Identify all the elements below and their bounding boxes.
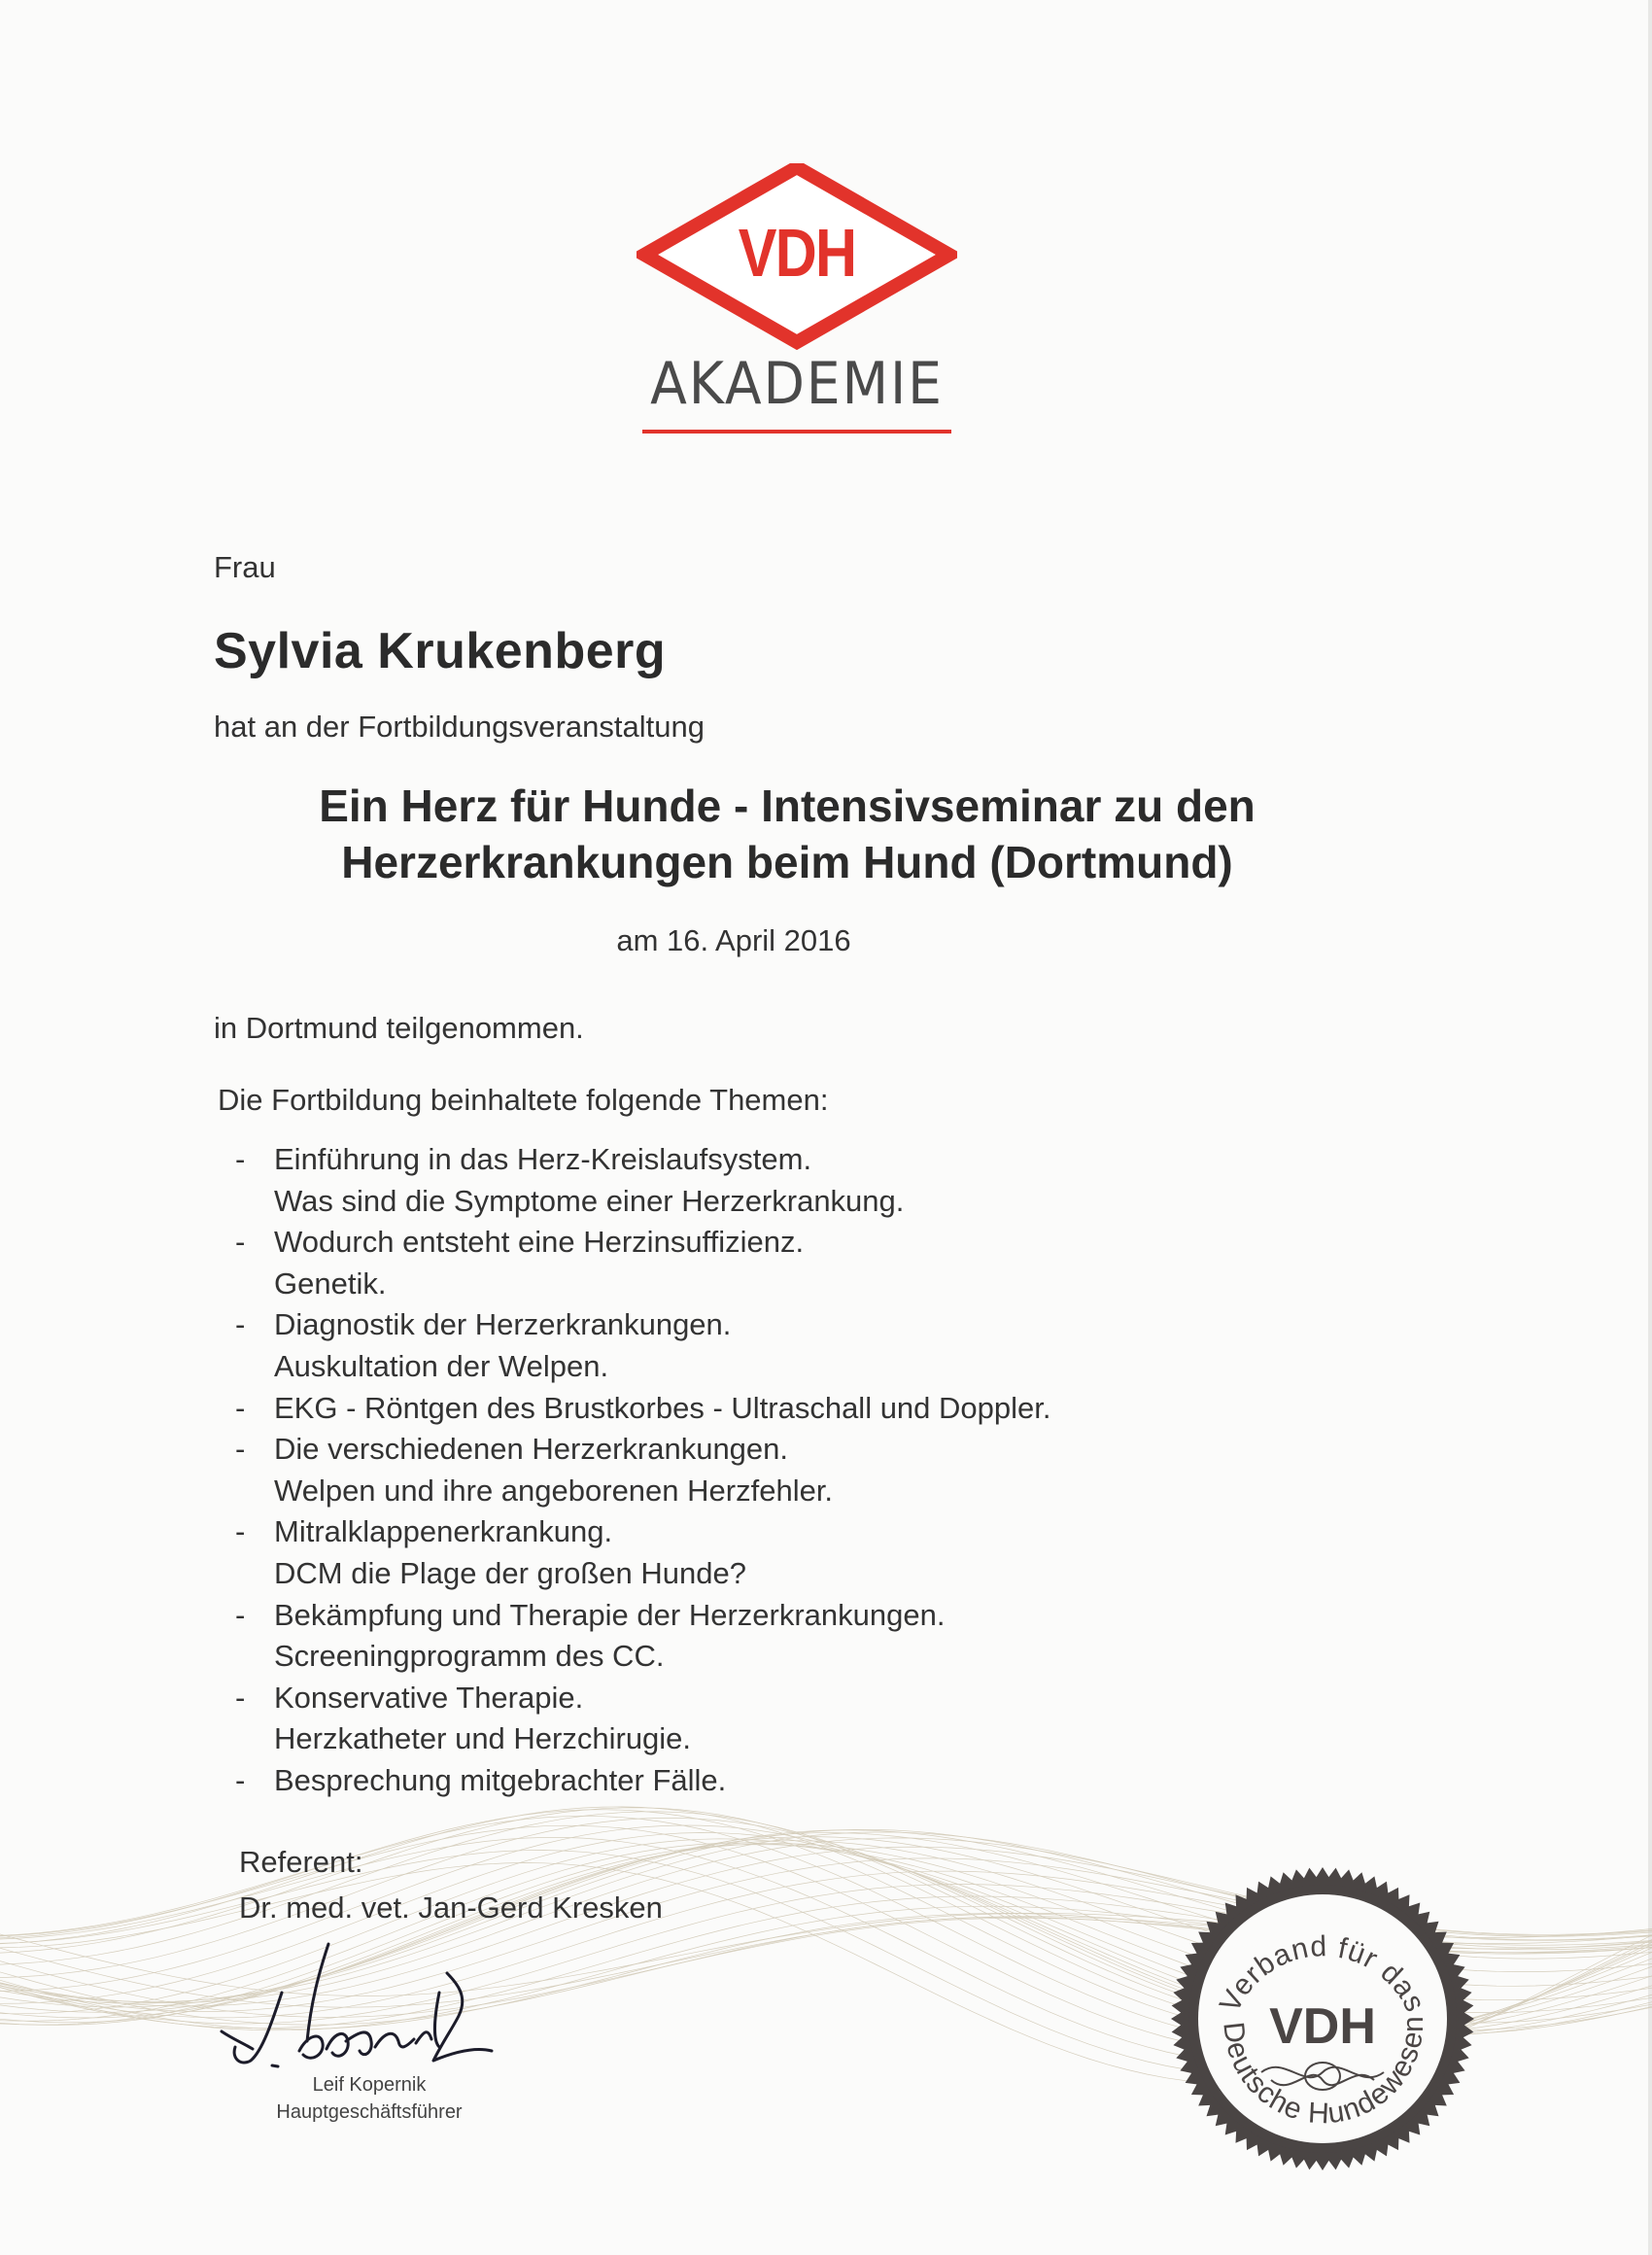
event-place: in Dortmund teilgenommen. [214, 1011, 584, 1045]
vdh-seal [1168, 1864, 1477, 2173]
topic-line: Die verschiedenen Herzerkrankungen. [274, 1432, 789, 1467]
logo-subtitle: AKADEMIE [650, 350, 944, 418]
topic-line: Genetik. [274, 1266, 387, 1301]
topic-item [233, 1304, 1051, 1387]
topic-line: Welpen und ihre angeborenen Herzfehler. [274, 1473, 834, 1508]
topic-item [233, 1222, 1051, 1304]
topic-line: Besprechung mitgebrachter Fälle. [274, 1762, 727, 1797]
topic-item [233, 1429, 1051, 1511]
bullet-dash: - [235, 1307, 246, 1342]
logo-underline [642, 430, 951, 434]
logo-mark: VDH [738, 215, 856, 291]
topic-line: EKG - Röntgen des Brustkorbes - Ultraschall und Doppler. [274, 1390, 1051, 1425]
topic-line: Konservative Therapie. [274, 1680, 584, 1715]
event-date: am 16. April 2016 [616, 923, 851, 957]
topic-item [233, 1595, 1051, 1678]
intro-text: hat an der Fortbildungsveranstaltung [214, 710, 705, 744]
referent-label: Referent: [239, 1845, 363, 1879]
topic-line: Wodurch entsteht eine Herzinsuffizienz. [274, 1225, 805, 1260]
topic-line: Auskultation der Welpen. [274, 1348, 609, 1383]
seal-bottom-text: Deutsche Hundewesen [1217, 2015, 1430, 2131]
bullet-dash: - [235, 1225, 246, 1260]
bullet-dash: - [235, 1597, 246, 1632]
bullet-dash: - [235, 1432, 246, 1467]
bullet-dash: - [235, 1390, 246, 1425]
signatory-name: Leif Kopernik [312, 2074, 427, 2096]
topic-line: Bekämpfung und Therapie der Herzerkrankungen. [274, 1597, 946, 1632]
seal-center-text: VDH [1269, 1998, 1376, 2055]
seal-top-text: Verband für das [1214, 1930, 1432, 2018]
bullet-dash: - [235, 1142, 246, 1176]
topic-item [233, 1678, 1051, 1760]
salutation: Frau [214, 550, 276, 584]
signatory-role: Hauptgeschäftsführer [276, 2101, 463, 2123]
recipient-name: Sylvia Krukenberg [214, 623, 667, 679]
topic-line: Herzkatheter und Herzchirugie. [274, 1721, 692, 1756]
topic-line: Was sind die Symptome einer Herzerkrankung. [274, 1183, 905, 1218]
topic-line: DCM die Plage der großen Hunde? [274, 1555, 746, 1590]
vdh-akademie-logo [637, 163, 957, 445]
bullet-dash: - [235, 1514, 246, 1549]
event-title: Ein Herz für Hunde - Intensivseminar zu den Herzerkrankungen beim Hund (Dortmund) [319, 781, 1256, 887]
topic-item [233, 1139, 1051, 1222]
topic-line: Einführung in das Herz-Kreislaufsystem. [274, 1142, 812, 1176]
bullet-dash: - [235, 1762, 246, 1797]
topic-line: Screeningprogramm des CC. [274, 1639, 665, 1674]
topic-line: Diagnostik der Herzerkrankungen. [274, 1307, 732, 1342]
topic-item [233, 1760, 1051, 1802]
topic-item [233, 1388, 1051, 1430]
signature [214, 1934, 496, 2080]
bullet-dash: - [235, 1680, 246, 1715]
topic-line: Mitralklappenerkrankung. [274, 1514, 613, 1549]
topics-list [233, 1139, 1051, 1802]
topics-intro: Die Fortbildung beinhaltete folgende Themen: [218, 1083, 829, 1117]
topic-item [233, 1511, 1051, 1594]
referent-name: Dr. med. vet. Jan-Gerd Kresken [239, 1891, 663, 1925]
